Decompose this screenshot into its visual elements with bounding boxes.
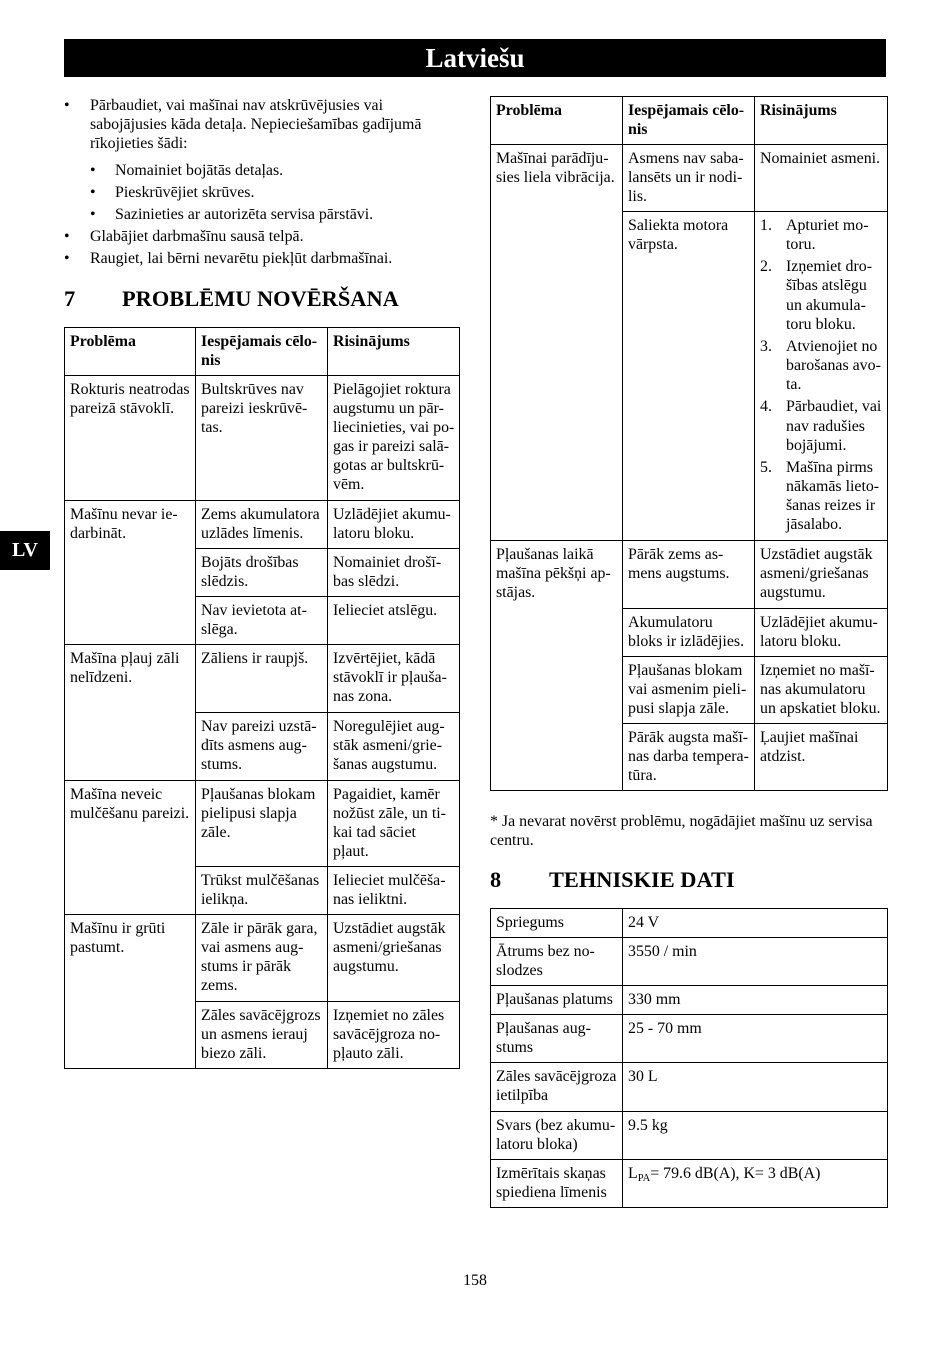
header-solution: Risinājums [328,328,460,376]
list-item-text: Glabājiet darbmašīnu sausā telpā. [90,228,304,246]
bullet: • [64,96,70,114]
solution-cell: Izņemiet no mašī- nas akumulatoru un apskatiet bloku. [755,657,888,724]
table-row [491,145,888,212]
table-row [491,1015,888,1063]
step-number: 4. [760,398,772,416]
bullet: • [90,206,96,224]
header-cause: Iespējamais cēlo- nis [623,97,755,145]
problem-cell: Mašīna pļauj zāli nelīdzeni. [65,645,196,781]
cause-cell: Bultskrūves nav pareizi ieskrūvē- tas. [196,376,328,501]
solution-cell: Ielieciet mulčēša- nas ieliktni. [328,867,460,915]
table-row [65,915,460,1002]
solution-cell: Ļaujiet mašīnai atdzist. [755,724,888,791]
cause-cell: Zems akumulatora uzlādes līmenis. [196,501,328,549]
solution-cell: Nomainiet drošī- bas slēdzi. [328,549,460,597]
table-header-row [491,97,888,145]
troubleshooting-table-left [64,327,460,1069]
sub-list-item-text: Pieskrūvējiet skrūves. [115,184,255,202]
table-row [491,1112,888,1160]
section-number: 7 [64,286,76,311]
cause-cell: Saliekta motora vārpsta. [623,212,755,541]
sound-pressure-subscript: PA [637,1173,651,1184]
solution-cell: Uzstādiet augstāk asmeni/griešanas augstumu. [328,915,460,1002]
spec-value: 9.5 kg [623,1112,888,1160]
table-row [491,1160,888,1208]
solution-cell: Uzlādējiet akumu- latoru bloku. [755,609,888,657]
solution-cell: Nomainiet asmeni. [755,145,888,212]
page-number: 158 [463,1271,487,1289]
step-number: 1. [760,217,772,234]
cause-cell: Asmens nav saba- lansēts un ir nodi- lis. [623,145,755,212]
step-number: 3. [760,337,772,355]
troubleshooting-table-right [490,96,888,791]
solution-steps-cell [755,212,888,541]
cause-cell: Zāle ir pārāk gara, vai asmens aug- stums ir pārāk zems. [196,915,328,1002]
section-title: PROBLĒMU NOVĒRŠANA [122,286,399,311]
solution-cell: Uzlādējiet akumu- latoru bloku. [328,501,460,549]
language-header: Latviešu [64,39,886,77]
table-header-row [65,328,460,376]
cause-cell: Pārāk augsta mašī- nas darba tempera- tūra. [623,724,755,791]
list-item-text: Pārbaudiet, vai mašīnai nav atskrūvējusies vai sabojājusies kāda detaļa. Nepieciešamības gadījumā rīkojieties šādi: [90,96,422,152]
problem-cell: Mašīna neveic mulčēšanu pareizi. [65,781,196,915]
sub-list-item-text: Sazinieties ar autorizēta servisa pārstāvi. [115,206,374,224]
spec-label: Pļaušanas aug- stums [491,1015,623,1063]
spec-label: Ātrums bez no- slodzes [491,938,623,986]
step-number: 5. [760,458,772,476]
table-row [491,909,888,938]
sound-pressure-value: = 79.6 dB(A), K= 3 dB(A) [650,1165,821,1182]
list-item [64,249,458,268]
section-number: 8 [490,867,502,892]
spec-label: Zāles savācējgroza ietilpība [491,1063,623,1112]
cause-cell: Pļaušanas blokam pielipusi slapja zāle. [196,781,328,867]
header-problem: Problēma [65,328,196,376]
table-row [491,986,888,1015]
solution-cell: Izņemiet no zāles savācējgroza no- pļauto zāli. [328,1002,460,1069]
table-row [491,1063,888,1112]
cause-cell: Zāles savācējgrozs un asmens ierauj biezo zāli. [196,1002,328,1069]
table-row [65,376,460,501]
header-cause: Iespējamais cēlo- nis [196,328,328,376]
list-item-text: Raugiet, lai bērni nevarētu piekļūt darbmašīnai. [90,250,393,268]
solution-cell: Uzstādiet augstāk asmeni/griešanas augstumu. [755,541,888,609]
sub-list-item [90,183,458,202]
maintenance-list [64,96,458,272]
cause-cell: Trūkst mulčēšanas ielikņa. [196,867,328,915]
spec-value: 30 L [623,1063,888,1112]
cause-cell: Pļaušanas blokam vai asmenim pieli- pusi slapja zāle. [623,657,755,724]
step-text: Izņemiet dro- šības atslēgu un akumula- toru bloku. [786,258,873,333]
step-text: Pārbaudiet, vai nav radušies bojājumi. [786,398,882,454]
step-text: Atvienojiet no barošanas avo- ta. [786,337,881,394]
solution-cell: Ielieciet atslēgu. [328,597,460,645]
spec-value: 3550 / min [623,938,888,986]
solution-step [760,257,884,333]
section-heading-technical-data [490,867,735,893]
cause-cell: Pārāk zems as- mens augstums. [623,541,755,609]
problem-cell: Mašīnu nevar ie- darbināt. [65,501,196,645]
spec-value: 25 - 70 mm [623,1015,888,1063]
spec-value: 330 mm [623,986,888,1015]
table-row [491,938,888,986]
bullet: • [64,228,70,246]
cause-cell: Akumulatoru bloks ir izlādējies. [623,609,755,657]
table-row [65,501,460,549]
bullet: • [90,184,96,202]
cause-cell: Bojāts drošības slēdzis. [196,549,328,597]
solution-cell: Noregulējiet aug- stāk asmeni/grie- šanas augstumu. [328,713,460,781]
step-text: Apturiet mo- toru. [786,217,869,254]
spec-value: 24 V [623,909,888,938]
header-problem: Problēma [491,97,623,145]
header-solution: Risinājums [755,97,888,145]
table-row [491,541,888,609]
step-text: Mašīna pirms nākamās lieto- šanas reizes ir jāsalabo. [786,458,880,534]
problem-cell: Mašīnai parādīju- sies liela vibrācija. [491,145,623,541]
sub-list [90,161,458,224]
solution-cell: Izvērtējiet, kādā stāvoklī ir pļauša- nas zona. [328,645,460,713]
problem-cell: Rokturis neatrodas pareizā stāvoklī. [65,376,196,501]
spec-label: Pļaušanas platums [491,986,623,1015]
solution-step [760,216,884,254]
problem-cell: Mašīnu ir grūti pastumt. [65,915,196,1069]
spec-value [623,1160,888,1208]
list-item [64,227,458,246]
table-row [65,645,460,713]
sub-list-item [90,161,458,180]
solution-step [760,458,884,534]
sub-list-item [90,205,458,224]
spec-label: Spriegums [491,909,623,938]
cause-cell: Nav pareizi uzstā- dīts asmens aug- stums. [196,713,328,781]
sound-pressure-symbol: L [628,1165,638,1182]
solution-step [760,397,884,454]
bullet: • [90,162,96,180]
list-item [64,96,458,225]
section-heading-troubleshooting [64,286,399,312]
bullet: • [64,250,70,268]
solution-cell: Pagaidiet, kamēr nožūst zāle, un ti- kai tad sāciet pļaut. [328,781,460,867]
cause-cell: Zāliens ir raupjš. [196,645,328,713]
section-title: TEHNISKIE DATI [549,867,735,892]
step-number: 2. [760,258,772,276]
language-side-tab: LV [0,531,50,570]
solution-cell: Pielāgojiet roktura augstumu un pār- liecinieties, vai po- gas ir pareizi salā- gotas ar bultskrū- vēm. [328,376,460,501]
footnote: * Ja nevarat novērst problēmu, nogādājiet mašīnu uz servisa centru. [490,812,873,849]
solution-step [760,337,884,394]
table-row [65,781,460,867]
problem-cell: Pļaušanas laikā mašīna pēkšņi ap- stājas. [491,541,623,791]
technical-data-table [490,908,888,1208]
spec-label: Izmērītais skaņas spiediena līmenis [491,1160,623,1208]
spec-label: Svars (bez akumu- latoru bloka) [491,1112,623,1160]
cause-cell: Nav ievietota at- slēga. [196,597,328,645]
sub-list-item-text: Nomainiet bojātās detaļas. [115,162,284,180]
